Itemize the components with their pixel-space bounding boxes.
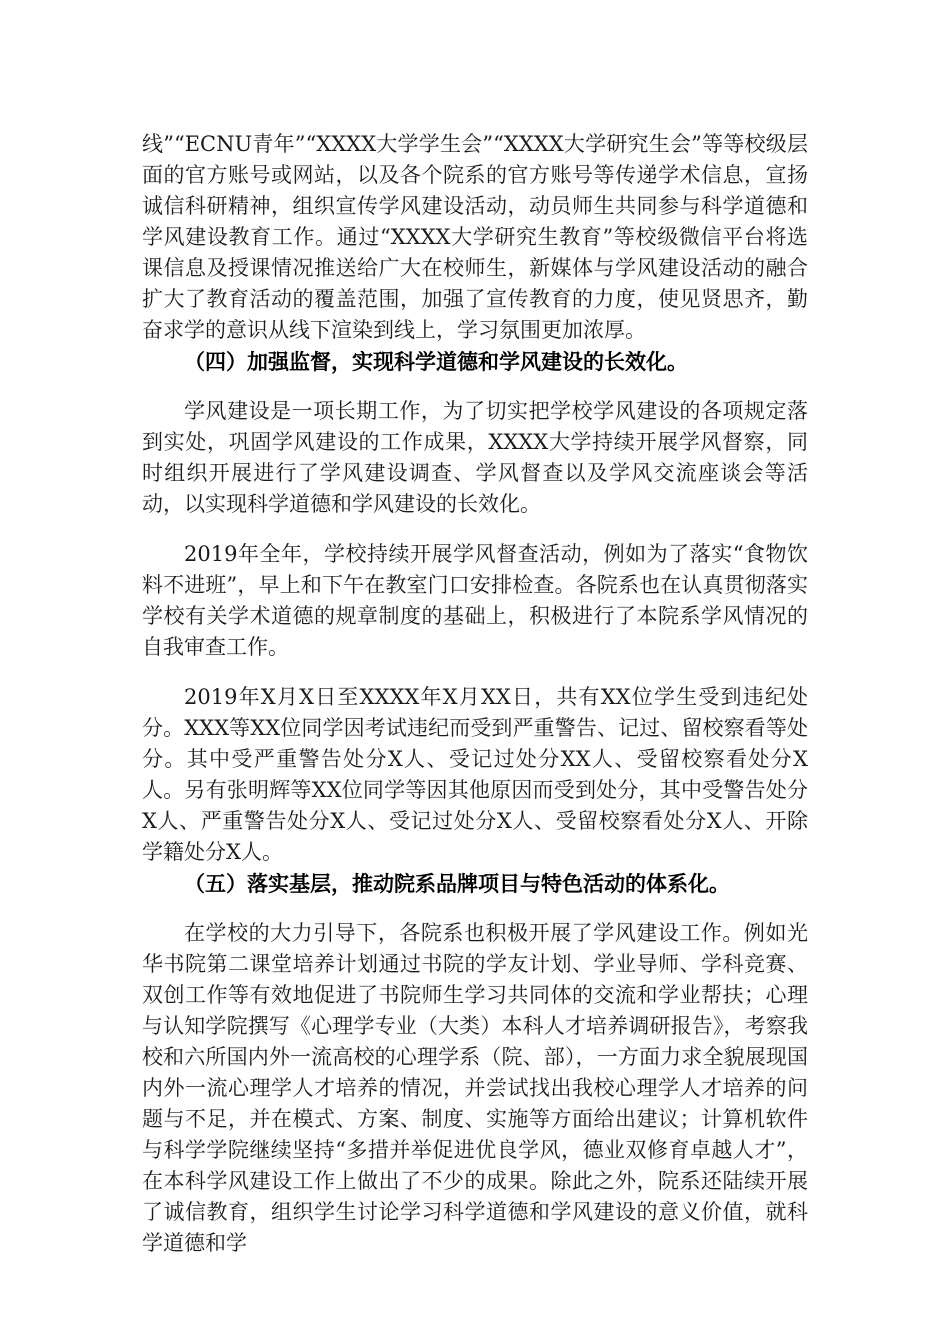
- paragraph-continuation: 线”“ECNU青年”“XXXX大学学生会”“XXXX大学研究生会”等等校级层面的官方账号或网站，以及各个院系的官方账号等传递学术信息，宣扬诚信科研精神，组织宣传学风建设活动，动员师生共同参与科学道德和学风建设教育工作。通过“XXXX大学研究生教育”等校级微信平台将选课信息及授课情况推送给广大在校师生，新媒体与学风建设活动的融合扩大了教育活动的覆盖范围，加强了宣传教育的力度，使见贤思齐，勤奋求学的意识从线下渲染到线上，学习氛围更加浓厚。: [142, 132, 808, 342]
- document-body: [142, 129, 808, 1259]
- paragraph-department-activities: 在学校的大力引导下，各院系也积极开展了学风建设工作。例如光华书院第二课堂培养计划通过书院的学友计划、学业导师、学科竞赛、双创工作等有效地促进了书院师生学习共同体的交流和学业帮扶；心理与认知学院撰写《心理学专业（大类）本科人才培养调研报告》，考察我校和六所国内外一流高校的心理学系（院、部），一方面力求全貌展现国内外一流心理学人才培养的情况，并尝试找出我校心理学人才培养的问题与不足，并在模式、方案、制度、实施等方面给出建议；计算机软件与科学学院继续坚持“多措并举促进优良学风，德业双修育卓越人才”，在本科学风建设工作上做出了不少的成果。除此之外，院系还陆续开展了诚信教育，组织学生讨论学习科学道德和学风建设的意义价值，就科学道德和学: [142, 921, 808, 1255]
- section-heading-five: （五）落实基层，推动院系品牌项目与特色活动的体系化。: [184, 871, 730, 896]
- paragraph-2019-inspection: 2019年全年，学校持续开展学风督查活动，例如为了落实“食物饮料不进班”，早上和下午在教室门口安排检查。各院系也在认真贯彻落实学校有关学术道德的规章制度的基础上，积极进行了本院系学风情况的自我审查工作。: [142, 542, 808, 659]
- paragraph-disciplinary-actions: 2019年X月X日至XXXX年X月XX日，共有XX位学生受到违纪处分。XXX等XX位同学因考试违纪而受到严重警告、记过、留校察看等处分。其中受严重警告处分X人、受记过处分XX人、受留校察看处分X人。另有张明辉等XX位同学等因其他原因而受到处分，其中受警告处分X人、严重警告处分X人、受记过处分X人、受留校察看处分X人、开除学籍处分X人。: [142, 685, 808, 864]
- section-heading-four: （四）加强监督，实现科学道德和学风建设的长效化。: [184, 349, 688, 374]
- paragraph-study-style-long-term: 学风建设是一项长期工作，为了切实把学校学风建设的各项规定落到实处，巩固学风建设的工作成果，XXXX大学持续开展学风督察，同时组织开展进行了学风建设调查、学风督查以及学风交流座谈会等活动，以实现科学道德和学风建设的长效化。: [142, 399, 808, 516]
